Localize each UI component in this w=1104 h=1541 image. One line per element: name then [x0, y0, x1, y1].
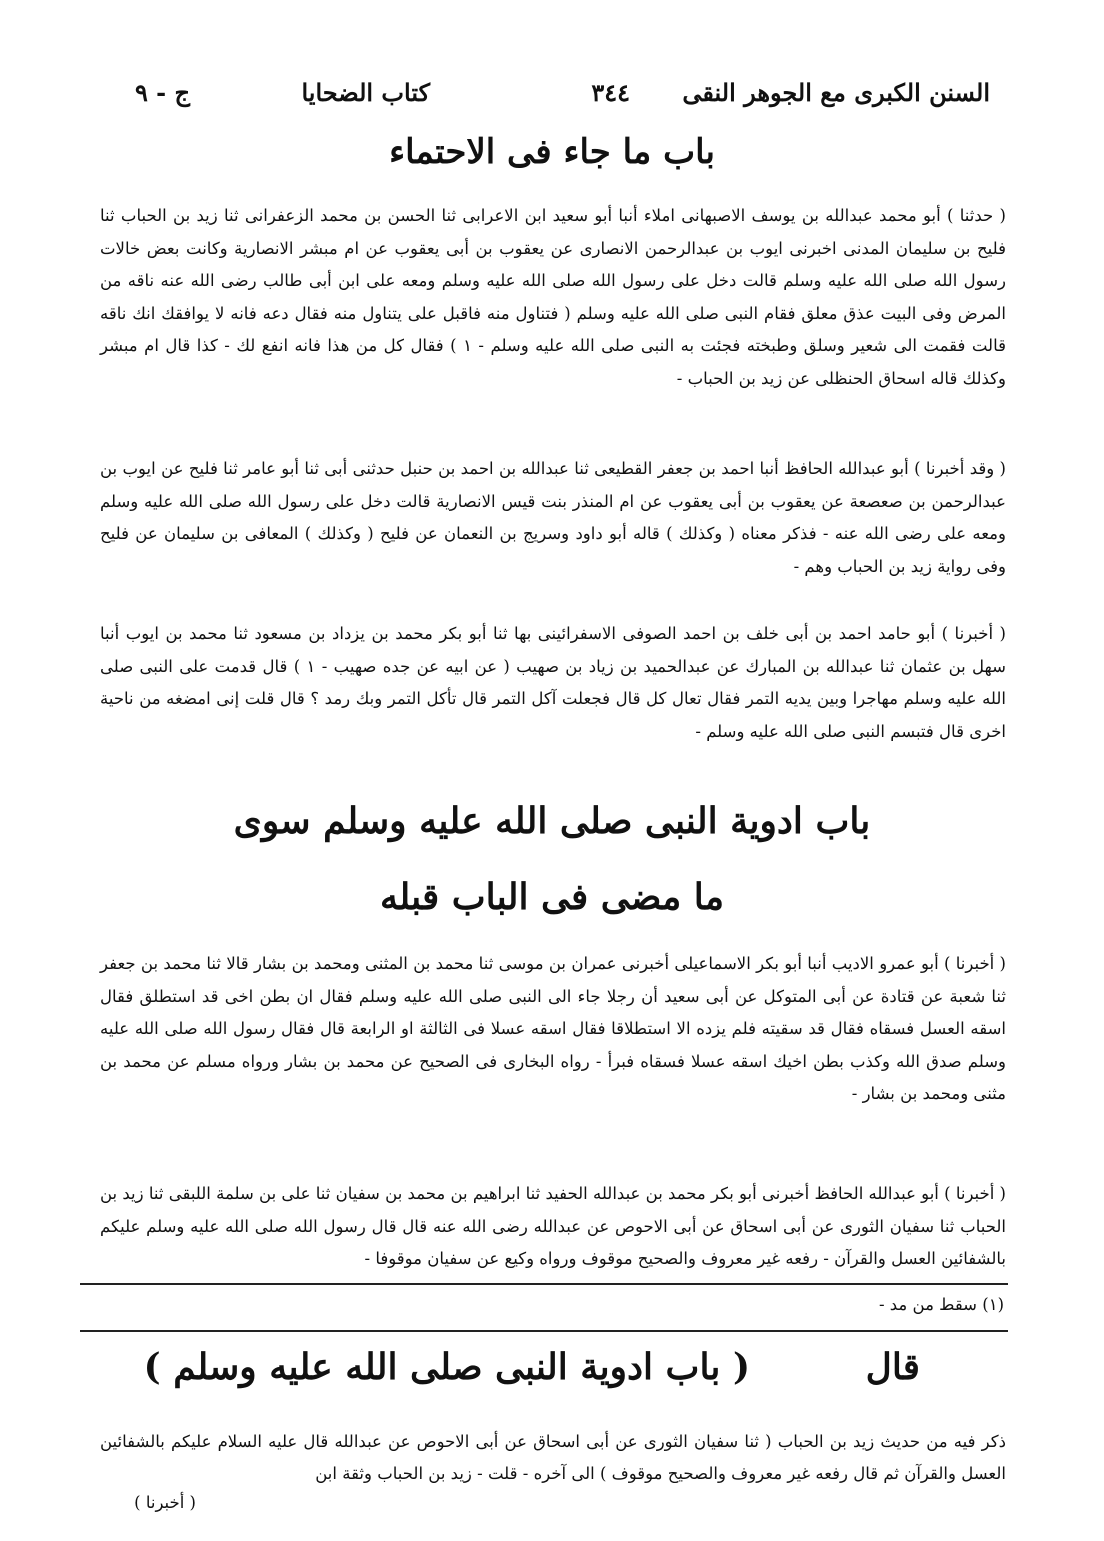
continuation-word: ( أخبرنا ) — [134, 1493, 196, 1512]
footnote: (١) سقط من مد - — [878, 1295, 1004, 1314]
commentary-qala: قال — [865, 1346, 920, 1388]
commentary-heading — [143, 1346, 920, 1402]
book-title: السنن الكبرى مع الجوهر النقى — [682, 78, 990, 107]
hadith-paragraph: ( أخبرنا ) أبو عمرو الاديب أنبا أبو بكر الاسماعيلى أخبرنى عمران بن موسى ثنا محمد بن المثنى ومحمد بن بشار قالا ثنا محمد بن جعفر ثنا شعبة عن قتادة عن أبى المتوكل عن أبى سعيد أن رجلا جاء الى النبى صلى الله عليه وسلم فقال ان بطن اخى قد استطلق فقال اسقه العسل فسقاه فقال قد سقيته فلم يزده الا استطلاقا فقال اسقه عسلا فى الثالثة او الرابعة قال فقال رسول الله صلى الله عليه وسلم صدق الله وكذب بطن اخيك اسقه عسلا فسقاه فبرأ - رواه البخارى فى الصحيح عن محمد بن بشار ورواه مسلم عن محمد بن مثنى ومحمد بن بشار - — [100, 954, 1006, 1103]
hadith-paragraph: ( أخبرنا ) أبو عبدالله الحافظ أخبرنى أبو بكر محمد بن عبدالله الحفيد ثنا ابراهيم بن محمد بن سفيان ثنا على بن سلمة اللبقى ثنا زيد بن الحباب ثنا سفيان الثورى عن أبى اسحاق عن أبى الاحوص عن عبدالله رضى الله عنه قال قال رسول الله صلى الله عليه وسلم عليكم بالشفائين العسل والقرآن - رفعه غير معروف والصحيح موقوف ورواه وكيع عن سفيان موقوفا - — [100, 1184, 1006, 1268]
chapter-name: كتاب الضحايا — [301, 78, 430, 107]
volume-number: ج - ٩ — [134, 78, 190, 107]
commentary-text: ذكر فيه من حديث زيد بن الحباب ( ثنا سفيان الثورى عن أبى اسحاق عن أبى الاحوص عن عبدالله قال عليه السلام عليكم بالشفائين العسل والقرآن ثم قال رفعه غير معروف والصحيح موقوف ) الى آخره - قلت - زيد بن الحباب وثقة ابن — [100, 1432, 1006, 1483]
hadith-paragraph: ( حدثنا ) أبو محمد عبدالله بن يوسف الاصبهانى املاء أنبا أبو سعيد ابن الاعرابى ثنا الحسن بن محمد الزعفرانى ثنا زيد بن الحباب ثنا فليح بن سليمان المدنى اخبرنى ايوب بن عبدالرحمن الانصارى عن يعقوب بن أبى يعقوب عن ام مبشر الانصارية وكانت بعض خالات رسول الله صلى الله عليه وسلم قالت دخل على رسول الله صلى الله عليه وسلم ومعه على ابن أبى طالب رضى الله عنه ناقه من المرض وفى البيت عذق معلق فقام النبى صلى الله عليه وسلم ( فتناول منه فاقبل على يتناول منه فقال دعه فانه لا يوافقك انك ناقه قالت فقمت الى شعير وسلق وطبخته فجئت به النبى صلى الله عليه وسلم - ١ ) فقال كل من هذا فانه انفع لك - كذا قال ام مبشر وكذلك قاله اسحاق الحنظلى عن زيد بن الحباب - — [100, 206, 1006, 388]
section-title-ihtima: باب ما جاء فى الاحتماء — [389, 132, 715, 172]
footnote-divider — [80, 1283, 1008, 1285]
commentary-title: ( باب ادوية النبى صلى الله عليه وسلم ) — [143, 1346, 750, 1388]
running-header — [110, 78, 990, 122]
hadith-paragraph: ( أخبرنا ) أبو حامد احمد بن أبى خلف بن احمد الصوفى الاسفرائينى بها ثنا أبو بكر محمد بن يزداد بن مسعود ثنا محمد بن ايوب أنبا سهل بن عثمان ثنا عبدالله بن المبارك عن عبدالحميد بن زياد بن صهيب ( عن ابيه عن جده صهيب - ١ ) قال قدمت على النبى صلى الله عليه وسلم مهاجرا وبين يديه التمر فقال تعال كل قال فجعلت آكل التمر قال تأكل التمر وبك رمد ؟ قال قلت إنى امضغه من ناحية اخرى قال فتبسم النبى صلى الله عليه وسلم - — [100, 624, 1006, 741]
section-title-adwiya-line2: ما مضى فى الباب قبله — [379, 876, 725, 918]
section-title-adwiya-line1: باب ادوية النبى صلى الله عليه وسلم سوى — [233, 800, 871, 842]
page-number: ٣٤٤ — [591, 78, 630, 107]
commentary-divider — [80, 1330, 1008, 1332]
hadith-paragraph: ( وقد أخبرنا ) أبو عبدالله الحافظ أنبا احمد بن جعفر القطيعى ثنا عبدالله بن احمد بن حنبل حدثنى أبى ثنا أبو عامر ثنا فليح عن ايوب بن عبدالرحمن بن صعصعة عن يعقوب بن أبى يعقوب عن ام المنذر بنت قيس الانصارية قالت دخل على رسول الله صلى الله عليه وسلم ومعه على رضى الله عنه - فذكر معناه ( وكذلك ) قاله أبو داود وسريج بن النعمان عن فليح ( وكذلك ) المعافى بن سليمان عن فليح وفى رواية زيد بن الحباب وهم - — [100, 459, 1006, 576]
